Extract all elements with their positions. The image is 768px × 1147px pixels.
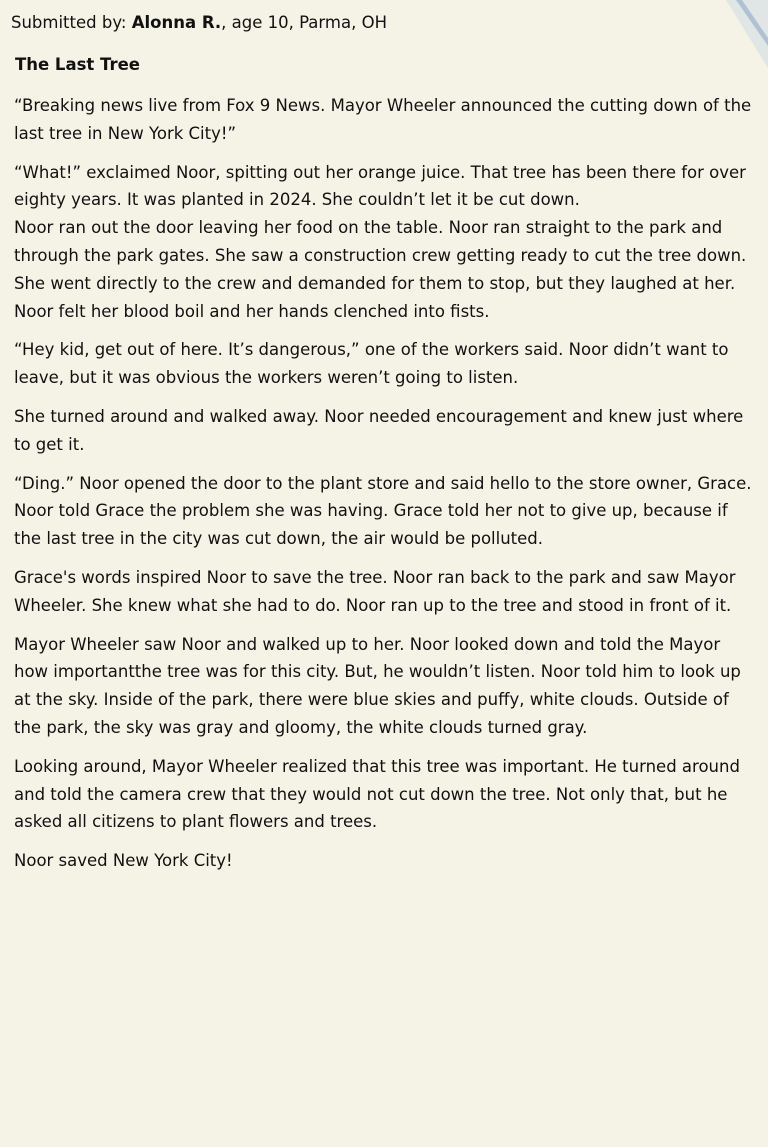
story-paragraph-5: She turned around and walked away. Noor needed encouragement and knew just where to get it. [14, 406, 744, 454]
story-paragraph-7: Grace's words inspired Noor to save the tree. Noor ran back to the park and saw Mayor Wheeler. She knew what she had to do. Noor ran up to the tree and stood in front of it. [14, 567, 736, 615]
byline-prefix: Submitted by: [11, 13, 132, 32]
byline-details: , age 10, Parma, OH [221, 13, 387, 32]
story-paragraph-3: Noor ran out the door leaving her food on the table. Noor ran straight to the park and through the park gates. She saw a construction crew getting ready to cut the tree down. She went directly to the crew and demanded for them to stop, but they laughed at her. Noor felt her blood boil and her hands clenched into fists. [14, 218, 747, 321]
story-page [11, 8, 756, 886]
story-paragraph-2: “What!” exclaimed Noor, spitting out her orange juice. That tree has been there for over eighty years. It was planted in 2024. She couldn’t let it be cut down. [14, 162, 746, 210]
story-paragraph-4: “Hey kid, get out of here. It’s dangerous,” one of the workers said. Noor didn’t want to leave, but it was obvious the workers weren’t going to listen. [14, 340, 729, 388]
story-paragraph-10: Noor saved New York City! [14, 851, 233, 871]
byline-author: Alonna R. [131, 13, 222, 32]
story-paragraph-1: “Breaking news live from Fox 9 News. Mayor Wheeler announced the cutting down of the last tree in New York City!” [14, 96, 752, 143]
story-paragraph-8: Mayor Wheeler saw Noor and walked up to her. Noor looked down and told the Mayor how importantthe tree was for this city. But, he wouldn’t listen. Noor told him to look up at the sky. Inside of the park, there were blue skies and puffy, white clouds. Outside of the park, the sky was gray and gloomy, the white clouds turned gray. [14, 634, 741, 737]
story-paragraph-6: “Ding.” Noor opened the door to the plant store and said hello to the store owner, Grace. Noor told Grace the problem she was having. Grace told her not to give up, because if the last tree in the city was cut down, the air would be polluted. [14, 473, 752, 549]
story-paragraph-9: Looking around, Mayor Wheeler realized that this tree was important. He turned around and told the camera crew that they would not cut down the tree. Not only that, but he asked all citizens to plant flowers and trees. [14, 756, 740, 832]
submission-byline [11, 8, 756, 38]
story-title: The Last Tree [15, 55, 140, 74]
